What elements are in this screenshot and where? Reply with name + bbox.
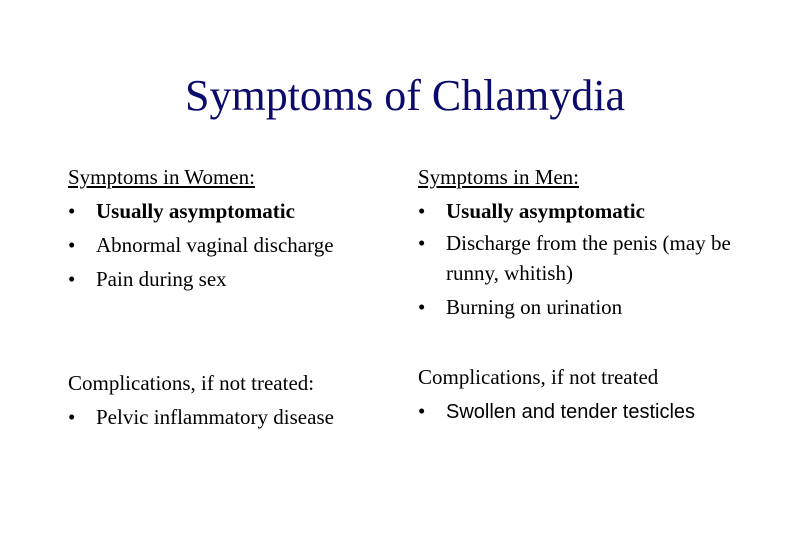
women-symptoms-block: [68, 160, 388, 296]
list-item: [418, 290, 758, 324]
bullet-icon: •: [418, 295, 426, 319]
women-symptom-3: Pain during sex: [96, 267, 227, 291]
women-symptom-1: Usually asymptomatic: [96, 199, 295, 223]
bullet-icon: •: [68, 233, 76, 257]
men-complications-block: [418, 360, 758, 429]
men-complications-list: [418, 394, 758, 429]
bullet-icon: •: [418, 399, 426, 423]
men-symptom-1: Usually asymptomatic: [446, 199, 645, 223]
women-complications-list: [68, 400, 388, 434]
women-symptoms-list: [68, 194, 388, 296]
bullet-icon: •: [418, 199, 426, 223]
bullet-icon: •: [68, 267, 76, 291]
men-complications-heading: Complications, if not treated: [418, 365, 659, 389]
bullet-icon: •: [418, 231, 426, 255]
list-item: [68, 228, 388, 262]
men-symptoms-block: [418, 160, 758, 324]
men-symptom-2: Discharge from the penis (may be runny, whitish): [446, 231, 731, 285]
men-symptom-3: Burning on urination: [446, 295, 623, 319]
men-symptoms-list: [418, 194, 758, 324]
women-complication-1: Pelvic inflammatory disease: [96, 405, 334, 429]
women-symptom-2: Abnormal vaginal discharge: [96, 233, 334, 257]
men-complication-1: Swollen and tender testicles: [446, 401, 696, 423]
list-item: [418, 394, 758, 429]
list-item: [68, 194, 388, 228]
women-symptoms-heading: Symptoms in Women:: [68, 165, 255, 189]
bullet-icon: •: [68, 199, 76, 223]
list-item: [68, 400, 388, 434]
list-item: [418, 194, 758, 228]
list-item: [418, 228, 758, 290]
women-complications-block: [68, 366, 388, 434]
women-complications-heading: Complications, if not treated:: [68, 371, 315, 395]
list-item: [68, 262, 388, 296]
slide-title: Symptoms of Chlamydia: [185, 71, 625, 120]
men-symptoms-heading: Symptoms in Men:: [418, 165, 580, 189]
bullet-icon: •: [68, 405, 76, 429]
